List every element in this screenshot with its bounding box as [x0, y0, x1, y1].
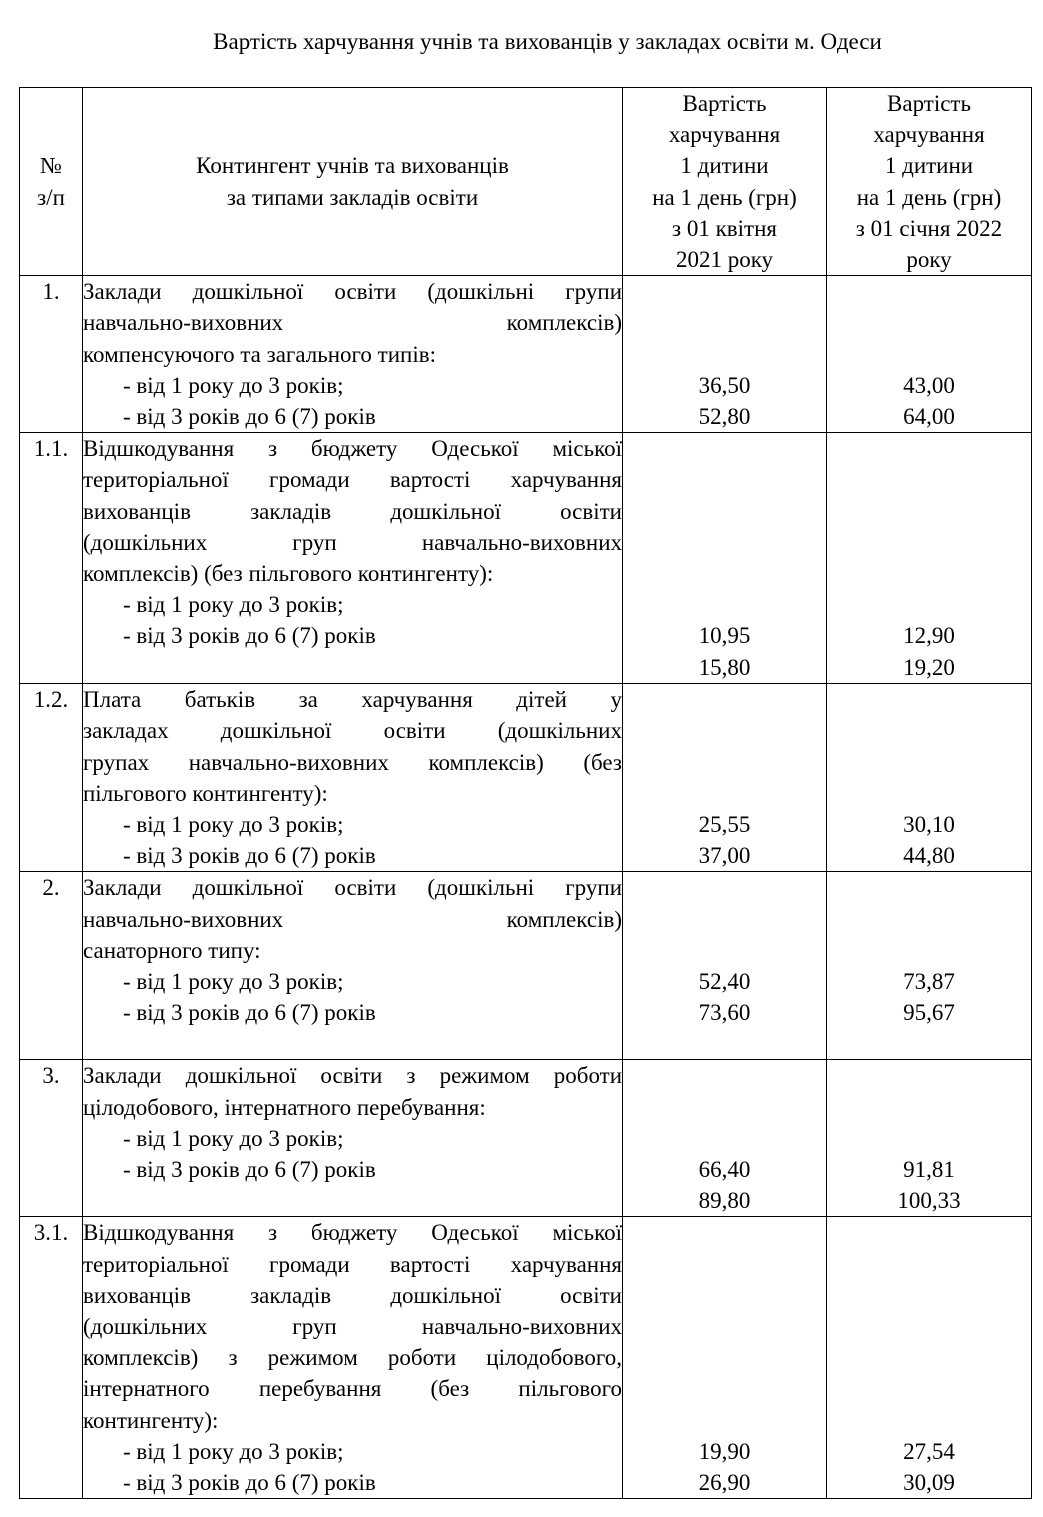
row-description: Відшкодування з бюджету Одеської міської територіальної громади вартості харчування вихованців закладів дошкільної освіти (дошкільних груп навчально-виховних комплексів) (без пільгового контингенту): - від 1 року до 3 років; - від 3 років до 6 (7) років	[83, 433, 623, 684]
row-description: Заклади дошкільної освіти (дошкільні групи навчально-виховних комплексів) санаторного типу: - від 1 року до 3 років; - від 3 років до 6 (7) років	[83, 872, 623, 1060]
food-cost-table	[19, 87, 1032, 1499]
cost-2021-cell: 19,90 26,90	[623, 1217, 827, 1499]
row-description: Заклади дошкільної освіти (дошкільні групи навчально-виховних комплексів) компенсуючого та загального типів: - від 1 року до 3 років; - від 3 років до 6 (7) років	[83, 276, 623, 433]
table-row	[20, 276, 1032, 433]
row-description: Заклади дошкільної освіти з режимом роботи цілодобового, інтернатного перебування: - від 1 року до 3 років; - від 3 років до 6 (7) років	[83, 1060, 623, 1217]
cost-2022-cell: 12,90 19,20	[827, 433, 1032, 684]
row-description: Плата батьків за харчування дітей у закладах дошкільної освіти (дошкільних групах навчально-виховних комплексів) (без пільгового контингенту): - від 1 року до 3 років; - від 3 років до 6 (7) років	[83, 684, 623, 872]
header-cost-2021: Вартість харчування 1 дитини на 1 день (грн) з 01 квітня 2021 року	[623, 88, 827, 276]
cost-2021-cell: 10,95 15,80	[623, 433, 827, 684]
row-number: 3.	[20, 1060, 83, 1217]
table-row	[20, 433, 1032, 684]
cost-2021-cell: 36,50 52,80	[623, 276, 827, 433]
cost-2021-cell: 66,40 89,80	[623, 1060, 827, 1217]
cost-2022-cell: 91,81 100,33	[827, 1060, 1032, 1217]
table-row	[20, 684, 1032, 872]
header-contingent: Контингент учнів та вихованців за типами закладів освіти	[83, 88, 623, 276]
cost-2022-cell: 73,87 95,67	[827, 872, 1032, 1060]
cost-2022-cell: 43,00 64,00	[827, 276, 1032, 433]
document-title: Вартість харчування учнів та вихованців у закладах освіти м. Одеси	[213, 29, 882, 54]
row-number: 1.1.	[20, 433, 83, 684]
table-row	[20, 872, 1032, 1060]
header-number: № з/п	[20, 88, 83, 276]
cost-2022-cell: 27,54 30,09	[827, 1217, 1032, 1499]
row-number: 2.	[20, 872, 83, 1060]
header-cost-2022: Вартість харчування 1 дитини на 1 день (грн) з 01 січня 2022 року	[827, 88, 1032, 276]
table-row	[20, 1060, 1032, 1217]
table-row	[20, 1217, 1032, 1499]
row-number: 1.	[20, 276, 83, 433]
row-number: 3.1.	[20, 1217, 83, 1499]
cost-2022-cell: 30,10 44,80	[827, 684, 1032, 872]
table-header-row	[20, 88, 1032, 276]
row-number: 1.2.	[20, 684, 83, 872]
cost-2021-cell: 25,55 37,00	[623, 684, 827, 872]
cost-2021-cell: 52,40 73,60	[623, 872, 827, 1060]
row-description: Відшкодування з бюджету Одеської міської територіальної громади вартості харчування вихованців закладів дошкільної освіти (дошкільних груп навчально-виховних комплексів) з режимом роботи цілодобового, інтернатного перебування (без пільгового контингенту): - від 1 року до 3 років; - від 3 років до 6 (7) років	[83, 1217, 623, 1499]
